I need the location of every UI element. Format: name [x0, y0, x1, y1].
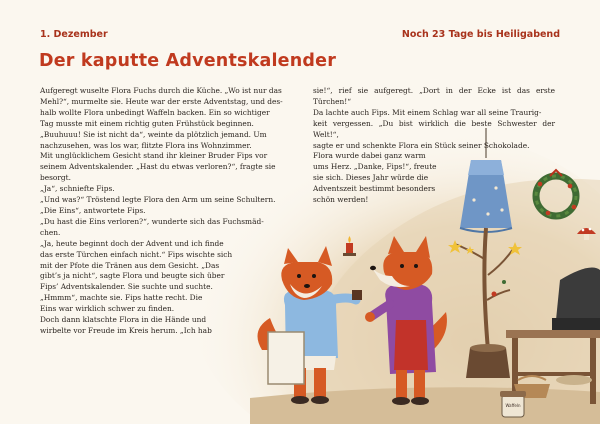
- text-line: Flora wurde dabei ganz warm: [313, 151, 426, 161]
- text-line: besorgt.: [40, 173, 71, 183]
- text-line: sagte er und schenkte Flora ein Stück seiner Schokolade.: [313, 140, 530, 150]
- text-line: das erste Türchen einfach nicht.“ Fips wischte sich: [40, 249, 233, 259]
- text-line: wirbelte vor Freude im Kreis herum. „Ich hab: [40, 325, 212, 335]
- days-until-christmas: Noch 23 Tage bis Heiligabend: [401, 29, 560, 40]
- text-line: „Und was?“ Tröstend legte Flora den Arm um seine Schultern.: [40, 195, 276, 205]
- text-line: „Hmmm“, machte sie. Fips hatte recht. Die: [40, 293, 203, 303]
- text-line: sie!“, rief sie aufgeregt. „Dort in der Ecke ist das erste Türchen!“: [313, 86, 555, 106]
- text-line: schön werden!: [313, 195, 369, 205]
- text-line: chen.: [40, 227, 61, 237]
- text-line: nachzusehen, was los war, flitzte Flora ins Wohnzimmer.: [40, 140, 252, 150]
- text-line: „Buuhuuu! Sie ist nicht da“, weinte da plötzlich jemand. Um: [40, 129, 267, 139]
- text-line: Fips’ Adventskalender. Sie suchte und suchte.: [40, 282, 213, 292]
- text-line: „Ja“, schniefte Fips.: [40, 184, 115, 194]
- text-line: sie sich. Dieses Jahr würde die: [313, 173, 429, 183]
- text-line: Tag musste mit einem richtig guten Frühstück beginnen.: [40, 118, 254, 128]
- text-line: Eins war wirklich schwer zu finden.: [40, 304, 175, 314]
- text-line: Doch dann klatschte Flora in die Hände und: [40, 315, 207, 325]
- text-line: halb wollte Flora unbedingt Waffeln backen. Ein so wichtiger: [40, 107, 270, 117]
- text-line: „Die Eins“, antwortete Fips.: [40, 205, 146, 215]
- text-line: Mit unglücklichem Gesicht stand ihr kleiner Bruder Fips vor: [40, 151, 268, 161]
- chapter-date: 1. Dezember: [40, 29, 108, 40]
- story-text-left: [40, 86, 292, 337]
- text-line: gibt’s ja nicht“, sagte Flora und beugte sich über: [40, 271, 225, 281]
- text-line: keit vergessen. „Du bist wirklich die beste Schwester der Welt!“,: [313, 118, 555, 139]
- jar-label: Waffeln: [505, 403, 521, 408]
- text-line: „Du hast die Eins verloren?“, wunderte sich das Fuchsmäd-: [40, 216, 264, 226]
- text-line: Mehl?“, murmelte sie. Heute war der erste Adventstag, und des-: [40, 96, 283, 106]
- story-title: Der kaputte Adventskalender: [39, 51, 337, 71]
- text-line: „Ja, heute beginnt doch der Advent und ich finde: [40, 238, 224, 248]
- text-line: ums Herz. „Danke, Fips!“, freute: [313, 162, 437, 172]
- text-line: Adventszeit bestimmt besonders: [313, 184, 436, 194]
- text-line: Da lachte auch Fips. Mit einem Schlag war all seine Traurig-: [313, 107, 542, 117]
- story-text-right: [313, 86, 555, 206]
- text-line: mit der Pfote die Tränen aus dem Gesicht. „Das: [40, 260, 220, 270]
- text-line: seinem Adventskalender. „Hast du etwas verloren?“, fragte sie: [40, 162, 276, 172]
- text-line: Aufgeregt wuselte Flora Fuchs durch die Küche. „Wo ist nur das: [40, 86, 282, 95]
